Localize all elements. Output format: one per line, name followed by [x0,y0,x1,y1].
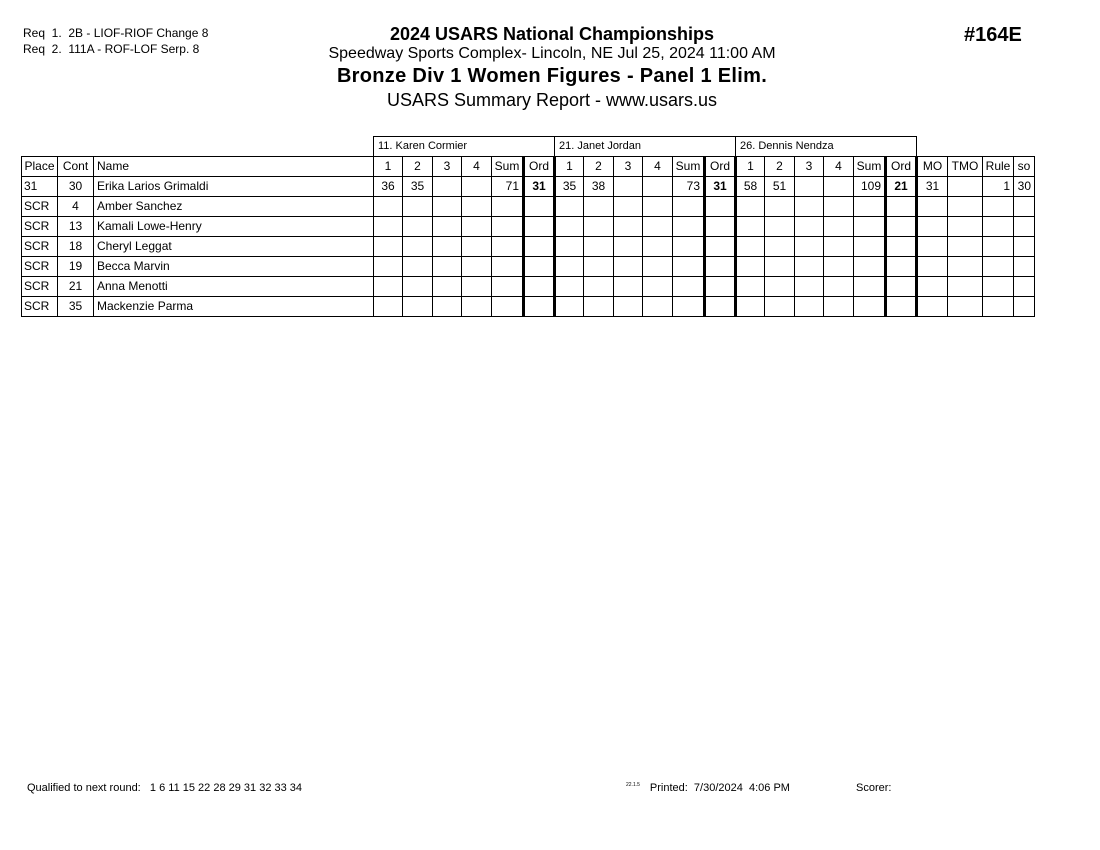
mo-cell: 31 [917,177,948,197]
table-row [22,297,1035,317]
mark-cell [795,177,824,197]
so-cell [1014,257,1035,277]
table-row [22,277,1035,297]
mark-cell [614,277,643,297]
col-name: Name [94,157,374,177]
mark-cell [765,297,795,317]
rule-cell [983,297,1014,317]
mark-cell [433,177,462,197]
ord-cell [524,277,555,297]
sum-cell [492,197,524,217]
place-cell: 31 [22,177,58,197]
blank-cell [22,137,374,157]
mark-cell [795,237,824,257]
mark-cell [736,277,765,297]
qualified-list: 1 6 11 15 22 28 29 31 32 33 34 [149,782,303,794]
name-cell: Becca Marvin [94,257,374,277]
rule-cell [983,277,1014,297]
mark-cell [824,257,854,277]
ord-cell [886,297,917,317]
mark-cell [795,197,824,217]
report-title: USARS Summary Report - www.usars.us [386,90,718,110]
mark-cell [374,237,403,257]
sum-cell [673,257,705,277]
name-cell: Amber Sanchez [94,197,374,217]
tmo-cell [948,237,983,257]
mark-cell [824,177,854,197]
mark-cell [462,177,492,197]
cont-cell: 13 [58,217,94,237]
name-cell: Mackenzie Parma [94,297,374,317]
col-place: Place [22,157,58,177]
ord-cell [524,257,555,277]
event-number: #164E [964,24,1022,46]
mark-cell [765,257,795,277]
mark-cell [736,297,765,317]
mark-cell [374,197,403,217]
sum-cell [854,197,886,217]
sum-cell [492,237,524,257]
col-sum: Sum [854,157,886,177]
mo-cell [917,237,948,257]
mark-cell [462,297,492,317]
sum-cell [492,277,524,297]
col-mark-3: 3 [433,157,462,177]
col-mark-2: 2 [765,157,795,177]
mark-cell [403,277,433,297]
col-ord: Ord [524,157,555,177]
mark-cell [795,257,824,277]
mark-cell [614,197,643,217]
col-mark-2: 2 [584,157,614,177]
judge-header-row [22,137,1035,157]
mo-cell [917,197,948,217]
qualified-label: Qualified to next round: [27,782,141,794]
mark-cell [824,277,854,297]
mark-cell [374,277,403,297]
mark-cell [736,257,765,277]
col-mark-3: 3 [795,157,824,177]
printed-date: Printed: 7/30/2024 4:06 PM [649,782,790,794]
tmo-cell [948,217,983,237]
ord-cell: 31 [524,177,555,197]
mark-cell [403,297,433,317]
table-row [22,177,1035,197]
mark-cell [765,197,795,217]
ord-cell [886,237,917,257]
mark-cell [555,277,584,297]
col-mark-2: 2 [403,157,433,177]
sum-cell [854,257,886,277]
sum-cell [673,237,705,257]
sum-cell [492,217,524,237]
mark-cell [433,257,462,277]
col-mark-1: 1 [374,157,403,177]
judge-1: 11. Karen Cormier [374,137,555,157]
ord-cell [886,217,917,237]
table-row [22,217,1035,237]
event-title: Bronze Div 1 Women Figures - Panel 1 Elim. [336,65,768,87]
so-cell [1014,277,1035,297]
cont-cell: 30 [58,177,94,197]
ord-cell [886,197,917,217]
mark-cell: 38 [584,177,614,197]
mark-cell [614,177,643,197]
col-cont: Cont [58,157,94,177]
mark-cell: 36 [374,177,403,197]
place-cell: SCR [22,217,58,237]
ord-cell [524,237,555,257]
mark-cell [462,237,492,257]
mark-cell [643,197,673,217]
table-row [22,237,1035,257]
mark-cell [555,237,584,257]
mark-cell [795,217,824,237]
col-mark-1: 1 [555,157,584,177]
tmo-cell [948,297,983,317]
mark-cell [614,297,643,317]
mark-cell [824,197,854,217]
sum-cell [673,277,705,297]
sum-cell: 109 [854,177,886,197]
mark-cell [462,217,492,237]
place-cell: SCR [22,197,58,217]
page-title: 2024 USARS National Championships [389,24,715,44]
cont-cell: 4 [58,197,94,217]
mark-cell [614,257,643,277]
mark-cell [584,277,614,297]
rule-cell [983,257,1014,277]
name-cell: Erika Larios Grimaldi [94,177,374,197]
ord-cell [705,257,736,277]
requirement-2: Req 2. 111A - ROF-LOF Serp. 8 [23,42,200,56]
mark-cell [736,217,765,237]
col-tmo: TMO [948,157,983,177]
mark-cell [643,177,673,197]
ord-cell [524,297,555,317]
mark-cell [765,237,795,257]
sum-cell [492,297,524,317]
mark-cell [765,217,795,237]
mark-cell [643,237,673,257]
requirement-1: Req 1. 2B - LIOF-RIOF Change 8 [23,26,209,40]
mo-cell [917,277,948,297]
mark-cell [584,237,614,257]
mark-cell [462,257,492,277]
so-cell: 30 [1014,177,1035,197]
cont-cell: 19 [58,257,94,277]
mark-cell [433,297,462,317]
col-mark-4: 4 [824,157,854,177]
version-mark: 22.1.5 [626,782,640,788]
mark-cell [584,197,614,217]
cont-cell: 18 [58,237,94,257]
col-mark-4: 4 [462,157,492,177]
so-cell [1014,197,1035,217]
cont-cell: 21 [58,277,94,297]
sum-cell [492,257,524,277]
mark-cell [765,277,795,297]
so-cell [1014,217,1035,237]
mark-cell [433,197,462,217]
rule-cell [983,237,1014,257]
sum-cell: 73 [673,177,705,197]
mark-cell [584,297,614,317]
mark-cell [824,297,854,317]
col-sum: Sum [492,157,524,177]
ord-cell [705,297,736,317]
tmo-cell [948,197,983,217]
sum-cell [854,217,886,237]
mark-cell [374,217,403,237]
mark-cell: 51 [765,177,795,197]
mark-cell [795,297,824,317]
scorer-label: Scorer: [856,782,892,794]
sum-cell [854,277,886,297]
mark-cell [643,277,673,297]
mark-cell [614,217,643,237]
mark-cell [555,257,584,277]
mark-cell [555,217,584,237]
place-cell: SCR [22,257,58,277]
mark-cell [614,237,643,257]
mo-cell [917,217,948,237]
mark-cell [643,297,673,317]
sum-cell: 71 [492,177,524,197]
judge-3: 26. Dennis Nendza [736,137,917,157]
place-cell: SCR [22,237,58,257]
ord-cell [705,217,736,237]
mo-cell [917,297,948,317]
mark-cell [824,237,854,257]
ord-cell [524,197,555,217]
rule-cell [983,197,1014,217]
tmo-cell [948,277,983,297]
mark-cell [584,217,614,237]
ord-cell [524,217,555,237]
place-cell: SCR [22,277,58,297]
mark-cell [403,217,433,237]
mark-cell [433,237,462,257]
mo-cell [917,257,948,277]
sum-cell [673,217,705,237]
qualified-footer [27,782,302,794]
mark-cell: 35 [555,177,584,197]
mark-cell [462,277,492,297]
name-cell: Cheryl Leggat [94,237,374,257]
mark-cell [643,217,673,237]
mark-cell [643,257,673,277]
mark-cell [433,277,462,297]
judge-2: 21. Janet Jordan [555,137,736,157]
mark-cell [736,197,765,217]
rule-cell [983,217,1014,237]
mark-cell: 35 [403,177,433,197]
col-mark-1: 1 [736,157,765,177]
mark-cell [824,217,854,237]
mark-cell [403,257,433,277]
sum-cell [854,237,886,257]
results-table [21,136,1035,317]
col-mo: MO [917,157,948,177]
printed-footer [626,782,790,794]
tmo-cell [948,257,983,277]
mark-cell [462,197,492,217]
ord-cell: 31 [705,177,736,197]
ord-cell [705,197,736,217]
col-mark-4: 4 [643,157,673,177]
tmo-cell [948,177,983,197]
mark-cell [795,277,824,297]
ord-cell [886,257,917,277]
col-ord: Ord [705,157,736,177]
rule-cell: 1 [983,177,1014,197]
col-rule: Rule [983,157,1014,177]
mark-cell [403,197,433,217]
mark-cell [374,297,403,317]
mark-cell [736,237,765,257]
column-header-row [22,157,1035,177]
ord-cell: 21 [886,177,917,197]
blank-cell [917,137,1035,157]
sum-cell [854,297,886,317]
place-cell: SCR [22,297,58,317]
venue-line: Speedway Sports Complex- Lincoln, NE Jul 25, 2024 11:00 AM [328,45,776,62]
mark-cell [403,237,433,257]
so-cell [1014,297,1035,317]
mark-cell [433,217,462,237]
col-ord: Ord [886,157,917,177]
mark-cell [555,297,584,317]
col-mark-3: 3 [614,157,643,177]
ord-cell [886,277,917,297]
cont-cell: 35 [58,297,94,317]
ord-cell [705,277,736,297]
name-cell: Anna Menotti [94,277,374,297]
mark-cell [374,257,403,277]
sum-cell [673,197,705,217]
mark-cell: 58 [736,177,765,197]
sum-cell [673,297,705,317]
so-cell [1014,237,1035,257]
table-row [22,197,1035,217]
mark-cell [555,197,584,217]
name-cell: Kamali Lowe-Henry [94,217,374,237]
mark-cell [584,257,614,277]
table-row [22,257,1035,277]
col-so: so [1014,157,1035,177]
ord-cell [705,237,736,257]
col-sum: Sum [673,157,705,177]
